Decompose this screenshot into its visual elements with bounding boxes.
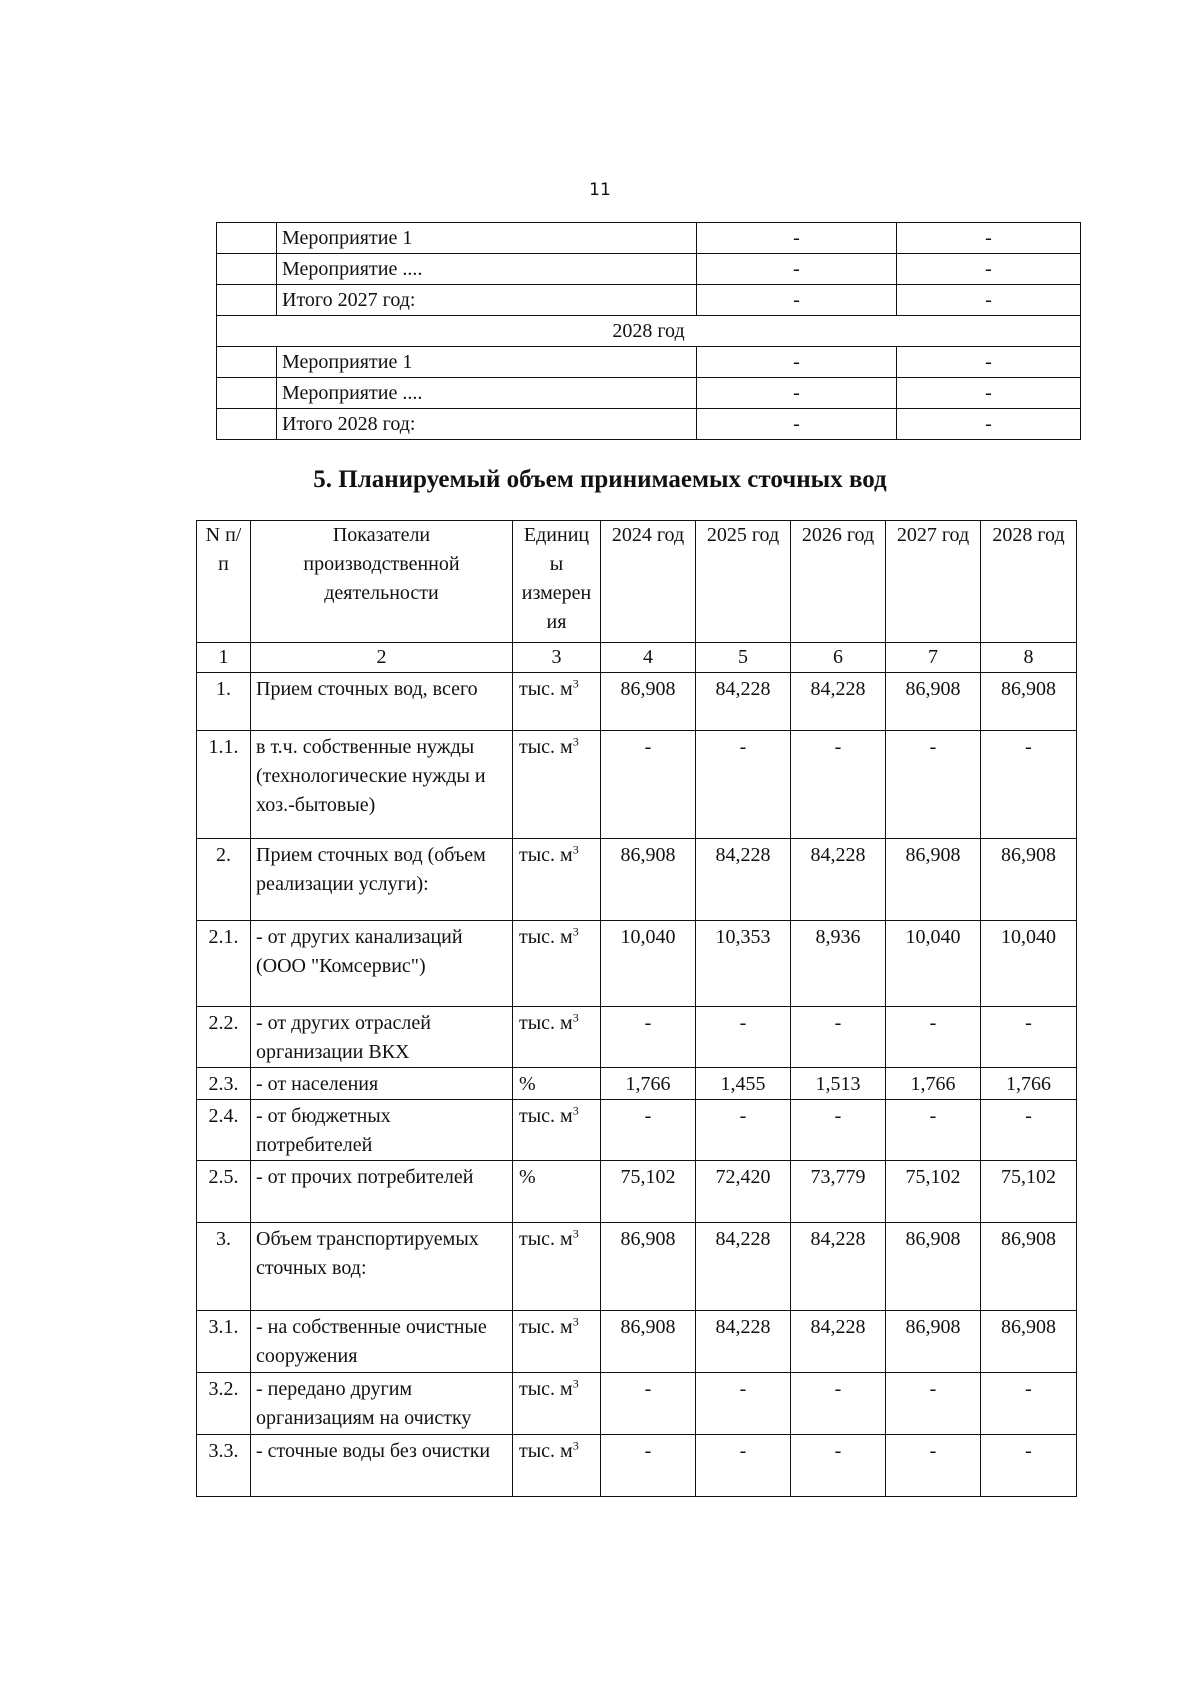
column-number: 1 — [197, 643, 251, 673]
unit-cell — [513, 921, 601, 1007]
unit-superscript: 3 — [572, 1438, 579, 1453]
header-year: 2025 год — [696, 521, 791, 643]
row-number: 2.1. — [197, 921, 251, 1007]
year-value: 10,353 — [696, 921, 791, 1007]
section-title: 5. Планируемый объем принимаемых сточных вод — [313, 466, 887, 493]
table-row — [197, 1161, 1077, 1223]
table-row — [217, 254, 1081, 285]
indicator-name: - от других канализаций (ООО "Комсервис") — [251, 921, 513, 1007]
year-value: 86,908 — [601, 839, 696, 921]
table-row — [197, 1068, 1077, 1100]
table-row — [217, 409, 1081, 440]
year-value: 86,908 — [886, 839, 981, 921]
indicator-name: Объем транспортируемых сточных вод: — [251, 1223, 513, 1311]
year-value: 84,228 — [696, 673, 791, 731]
row-number: 3.3. — [197, 1435, 251, 1497]
measure-name: Итого 2028 год: — [277, 409, 697, 440]
table-row — [197, 839, 1077, 921]
empty-cell — [217, 409, 277, 440]
header-year: 2027 год — [886, 521, 981, 643]
unit-text: тыс. м — [519, 1012, 573, 1034]
year-value: - — [791, 1100, 886, 1161]
indicator-name: в т.ч. собственные нужды (технологические нужды и хоз.-бытовые) — [251, 731, 513, 839]
wastewater-volume-table — [196, 520, 1077, 1497]
empty-cell — [217, 254, 277, 285]
column-number: 3 — [513, 643, 601, 673]
unit-superscript: 3 — [572, 1376, 579, 1391]
year-value: 1,513 — [791, 1068, 886, 1100]
unit-text: тыс. м — [519, 678, 573, 700]
year-value: - — [981, 731, 1077, 839]
header-indicator: Показатели производственной деятельности — [251, 521, 513, 643]
unit-cell — [513, 1311, 601, 1373]
year-value: 86,908 — [886, 1223, 981, 1311]
year-value: - — [791, 1007, 886, 1068]
year-value: - — [981, 1007, 1077, 1068]
year-value: 72,420 — [696, 1161, 791, 1223]
header-unit: Единиц ы измерен ия — [513, 521, 601, 643]
measure-value: - — [897, 285, 1081, 316]
table-row — [197, 1223, 1077, 1311]
table-row — [217, 285, 1081, 316]
table-row — [197, 1435, 1077, 1497]
measure-name: Мероприятие 1 — [277, 223, 697, 254]
year-value: 86,908 — [981, 1223, 1077, 1311]
unit-cell — [513, 1223, 601, 1311]
table-row — [197, 731, 1077, 839]
unit-text: тыс. м — [519, 1316, 573, 1338]
table-row — [197, 673, 1077, 731]
year-value: 84,228 — [696, 839, 791, 921]
year-value: 73,779 — [791, 1161, 886, 1223]
unit-text: тыс. м — [519, 844, 573, 866]
unit-text: тыс. м — [519, 736, 573, 758]
measure-name: Мероприятие 1 — [277, 347, 697, 378]
indicator-name: - от прочих потребителей — [251, 1161, 513, 1223]
column-number: 2 — [251, 643, 513, 673]
measure-value: - — [697, 347, 897, 378]
year-value: - — [696, 1435, 791, 1497]
header-row — [197, 521, 1077, 643]
year-value: - — [886, 1007, 981, 1068]
year-value: - — [601, 1100, 696, 1161]
table-row — [217, 223, 1081, 254]
row-number: 2.5. — [197, 1161, 251, 1223]
year-value: 75,102 — [601, 1161, 696, 1223]
table-row — [197, 1311, 1077, 1373]
table-row — [197, 1007, 1077, 1068]
year-value: - — [886, 1100, 981, 1161]
row-number: 2.4. — [197, 1100, 251, 1161]
unit-superscript: 3 — [572, 1314, 579, 1329]
unit-text: тыс. м — [519, 926, 573, 948]
measure-value: - — [897, 223, 1081, 254]
measure-value: - — [897, 347, 1081, 378]
unit-cell — [513, 731, 601, 839]
unit-text: тыс. м — [519, 1228, 573, 1250]
column-number: 6 — [791, 643, 886, 673]
measure-value: - — [697, 223, 897, 254]
measure-value: - — [897, 378, 1081, 409]
unit-cell — [513, 1100, 601, 1161]
year-value: 1,766 — [981, 1068, 1077, 1100]
unit-superscript: 3 — [572, 842, 579, 857]
year-value: 86,908 — [886, 673, 981, 731]
row-number: 2. — [197, 839, 251, 921]
measure-value: - — [697, 378, 897, 409]
unit-superscript: 3 — [572, 1103, 579, 1118]
year-value: - — [601, 1435, 696, 1497]
year-value: - — [601, 1373, 696, 1435]
unit-text: тыс. м — [519, 1378, 573, 1400]
indicator-name: - на собственные очистные сооружения — [251, 1311, 513, 1373]
year-value: 75,102 — [886, 1161, 981, 1223]
table-row — [197, 1373, 1077, 1435]
header-year: 2026 год — [791, 521, 886, 643]
year-value: - — [886, 731, 981, 839]
year-value: 84,228 — [696, 1311, 791, 1373]
year-value: 86,908 — [601, 1223, 696, 1311]
year-value: 8,936 — [791, 921, 886, 1007]
year-value: - — [601, 731, 696, 839]
year-value: - — [696, 1373, 791, 1435]
year-value: - — [981, 1100, 1077, 1161]
column-number: 5 — [696, 643, 791, 673]
unit-cell — [513, 839, 601, 921]
empty-cell — [217, 285, 277, 316]
header-year: 2028 год — [981, 521, 1077, 643]
year-value: 86,908 — [981, 839, 1077, 921]
unit-cell — [513, 1435, 601, 1497]
measure-value: - — [697, 254, 897, 285]
measure-value: - — [697, 285, 897, 316]
unit-cell — [513, 1007, 601, 1068]
year-value: - — [696, 1100, 791, 1161]
unit-text: тыс. м — [519, 1105, 573, 1127]
unit-cell — [513, 1373, 601, 1435]
indicator-name: - от других отраслей организации ВКХ — [251, 1007, 513, 1068]
year-value: - — [791, 731, 886, 839]
measure-value: - — [897, 409, 1081, 440]
measure-value: - — [697, 409, 897, 440]
unit-superscript: 3 — [572, 734, 579, 749]
year-value: - — [981, 1435, 1077, 1497]
empty-cell — [217, 223, 277, 254]
measure-name: Мероприятие .... — [277, 254, 697, 285]
table-row — [217, 378, 1081, 409]
indicator-name: - сточные воды без очистки — [251, 1435, 513, 1497]
year-value: 86,908 — [981, 1311, 1077, 1373]
year-value: 1,766 — [886, 1068, 981, 1100]
empty-cell — [217, 347, 277, 378]
indicator-name: Прием сточных вод, всего — [251, 673, 513, 731]
unit-superscript: 3 — [572, 676, 579, 691]
indicator-name: - от бюджетных потребителей — [251, 1100, 513, 1161]
year-value: - — [696, 731, 791, 839]
year-value: - — [886, 1373, 981, 1435]
year-row — [217, 316, 1081, 347]
row-number: 2.2. — [197, 1007, 251, 1068]
unit-cell: % — [513, 1161, 601, 1223]
unit-cell — [513, 673, 601, 731]
unit-superscript: 3 — [572, 1010, 579, 1025]
table-row — [197, 921, 1077, 1007]
year-value: 84,228 — [791, 1311, 886, 1373]
year-value: 1,766 — [601, 1068, 696, 1100]
year-value: 86,908 — [601, 673, 696, 731]
year-value: 10,040 — [886, 921, 981, 1007]
year-label: 2028 год — [217, 316, 1081, 347]
year-value: 1,455 — [696, 1068, 791, 1100]
header-num: N п/п — [197, 521, 251, 643]
measure-name: Итого 2027 год: — [277, 285, 697, 316]
year-value: 84,228 — [791, 839, 886, 921]
column-number: 8 — [981, 643, 1077, 673]
row-number: 1.1. — [197, 731, 251, 839]
year-value: 86,908 — [981, 673, 1077, 731]
year-value: 86,908 — [886, 1311, 981, 1373]
unit-superscript: 3 — [572, 1226, 579, 1241]
row-number: 2.3. — [197, 1068, 251, 1100]
page-number: 11 — [589, 180, 611, 200]
row-number: 3.1. — [197, 1311, 251, 1373]
unit-text: тыс. м — [519, 1440, 573, 1462]
year-value: 86,908 — [601, 1311, 696, 1373]
year-value: - — [601, 1007, 696, 1068]
year-value: - — [886, 1435, 981, 1497]
indicator-name: - от населения — [251, 1068, 513, 1100]
empty-cell — [217, 378, 277, 409]
unit-superscript: 3 — [572, 924, 579, 939]
year-value: 84,228 — [791, 673, 886, 731]
year-value: - — [696, 1007, 791, 1068]
year-value: - — [981, 1373, 1077, 1435]
year-value: 10,040 — [601, 921, 696, 1007]
indicator-name: Прием сточных вод (объем реализации услуги): — [251, 839, 513, 921]
header-year: 2024 год — [601, 521, 696, 643]
table-row — [197, 1100, 1077, 1161]
year-value: - — [791, 1435, 886, 1497]
unit-cell: % — [513, 1068, 601, 1100]
year-value: 84,228 — [791, 1223, 886, 1311]
indicator-name: - передано другим организациям на очистку — [251, 1373, 513, 1435]
year-value: 10,040 — [981, 921, 1077, 1007]
row-number: 3. — [197, 1223, 251, 1311]
row-number: 1. — [197, 673, 251, 731]
measures-table — [216, 222, 1081, 440]
row-number: 3.2. — [197, 1373, 251, 1435]
year-value: - — [791, 1373, 886, 1435]
measure-value: - — [897, 254, 1081, 285]
year-value: 84,228 — [696, 1223, 791, 1311]
measure-name: Мероприятие .... — [277, 378, 697, 409]
column-number: 7 — [886, 643, 981, 673]
year-value: 75,102 — [981, 1161, 1077, 1223]
column-number-row — [197, 643, 1077, 673]
table-row — [217, 347, 1081, 378]
column-number: 4 — [601, 643, 696, 673]
